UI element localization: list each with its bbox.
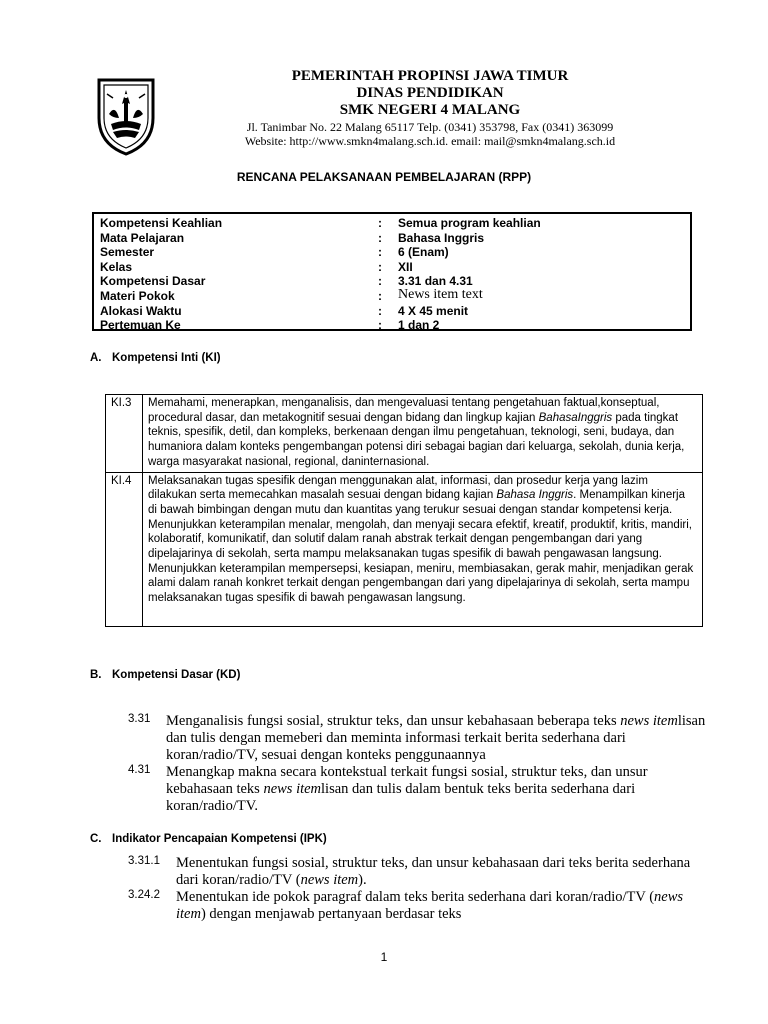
info-label: Kelas [100,259,133,274]
section-b-heading [90,669,240,681]
info-colon: : [378,216,382,230]
info-value: 4 X 45 menit [398,303,469,318]
info-value: News item text [398,286,483,302]
info-label: Pertemuan Ke [100,318,181,333]
info-value: 6 (Enam) [398,245,449,260]
section-letter: B. [90,669,102,681]
info-colon: : [378,274,382,289]
ki-text: Melaksanakan tugas spesifik dengan menggunakan alat, informasi, dan prosedur kerja yang lazim dilakukan serta memecahkan masalah sesuai dengan bidang kajian Bahasa Inggris. Menampilkan kinerja di bawah bimbingan dengan mutu dan kuantitas yang terukur sesuai dengan standar kompetensi kerja. Menunjukkan keterampilan menalar, mengolah, dan menyaji secara efektif, kreatif, produktif, kritis, mandiri, kolaboratif, komunikatif, dan solutif dalam ranah abstrak terkait dengan pengembangan dari yang dipelajarinya di sekolah, serta mampu melaksanakan tugas spesifik di bawah pengawasan langsung. Menunjukkan keterampilan mempersepsi, kesiapan, meniru, membiasakan, gerak mahir, menjadikan gerak alami dalam ranah konkret terkait dengan pengembangan dari yang dipelajarinya di sekolah, serta mampu melaksanakan tugas spesifik di bawah pengawasan langsung. [143,472,703,626]
section-title: Kompetensi Dasar (KD) [112,669,241,681]
info-value: 1 dan 2 [398,318,440,333]
info-value: Bahasa Inggris [398,230,485,245]
document-title: RENCANA PELAKSANAAN PEMBELAJARAN (RPP) [236,170,532,184]
section-title: Indikator Pencapaian Kompetensi (IPK) [112,833,327,845]
info-colon: : [378,245,382,260]
east-java-emblem-logo [95,74,157,156]
ki-table [105,394,703,627]
info-colon: : [378,318,382,333]
ipk-number: 3.24.2 [128,889,160,901]
info-box [92,212,692,331]
info-label: Alokasi Waktu [100,303,182,318]
kd-text: Menangkap makna secara kontekstual terkait fungsi sosial, struktur teks, dan unsur kebahasaan teks news itemlisan dan tulis dalam bentuk teks berita sederhana dari koran/radio/TV. [166,764,648,814]
info-colon: : [378,288,382,303]
ki-code: KI.4 [106,472,143,626]
info-value: 3.31 dan 4.31 [398,274,473,289]
ipk-text: Menentukan fungsi sosial, struktur teks, dan unsur kebahasaan dari teks berita sederhana dari koran/radio/TV (news item). [176,855,691,888]
info-colon: : [378,259,382,274]
info-row [100,304,690,319]
kd-number: 4.31 [128,764,151,776]
section-letter: A. [90,352,102,364]
info-row [100,286,690,304]
info-label: Kompetensi Keahlian [100,216,223,230]
info-value: Semua program keahlian [398,216,541,230]
table-row [106,395,703,473]
header-address: Jl. Tanimbar No. 22 Malang 65117 Telp. (0341) 353798, Fax (0341) 363099 [246,120,614,134]
info-label: Kompetensi Dasar [100,274,206,289]
ki-code: KI.3 [106,395,143,473]
header-department-line: DINAS PENDIDIKAN [356,85,504,101]
kd-text: Menganalisis fungsi sosial, struktur teks, dan unsur kebahasaan beberapa teks news itemlisan dan tulis dengan memeberi dan meminta informasi terkait berita sederhana dari koran/radio/TV, sesuai dengan konteks penggunaannya [166,713,706,763]
header-website: Website: http://www.smkn4malang.sch.id. email: mail@smkn4malang.sch.id [244,134,616,148]
info-value: XII [398,259,413,274]
ipk-text: Menentukan ide pokok paragraf dalam teks berita sederhana dari koran/radio/TV (news item) dengan menjawab pertanyaan berdasar teks [176,889,684,922]
header-school-name: SMK NEGERI 4 MALANG [339,102,521,118]
info-row [100,260,690,275]
info-row [100,245,690,260]
info-label: Materi Pokok [100,288,175,303]
kd-number: 3.31 [128,713,151,725]
info-row [100,318,690,333]
info-colon: : [378,230,382,245]
info-row [100,274,690,289]
info-label: Mata Pelajaran [100,230,185,245]
info-row [100,231,690,246]
table-row [106,472,703,626]
ipk-number: 3.31.1 [128,855,160,867]
info-colon: : [378,303,382,318]
info-label: Semester [100,245,155,260]
section-c-heading [90,833,327,845]
header-government-line: PEMERINTAH PROPINSI JAWA TIMUR [291,68,569,84]
section-title: Kompetensi Inti (KI) [112,352,221,364]
section-letter: C. [90,833,102,845]
ki-text: Memahami, menerapkan, menganalisis, dan mengevaluasi tentang pengetahuan faktual,konseptual, procedural dasar, dan metakognitif sesuai dengan bidang dan lingkup kajian BahasaInggris pada tingkat teknis, spesifik, detil, dan kompleks, berkenaan dengan ilmu pengetahuan, teknologi, seni, budaya, dan humaniora dalam konteks pengembangan potensi diri sebagai bagian dari keluarga, sekolah, dunia kerja, warga masyarakat nasional, regional, daninternasional. [143,395,703,473]
section-a-heading [90,352,221,364]
info-row [100,216,690,231]
page-number: 1 [380,950,388,964]
